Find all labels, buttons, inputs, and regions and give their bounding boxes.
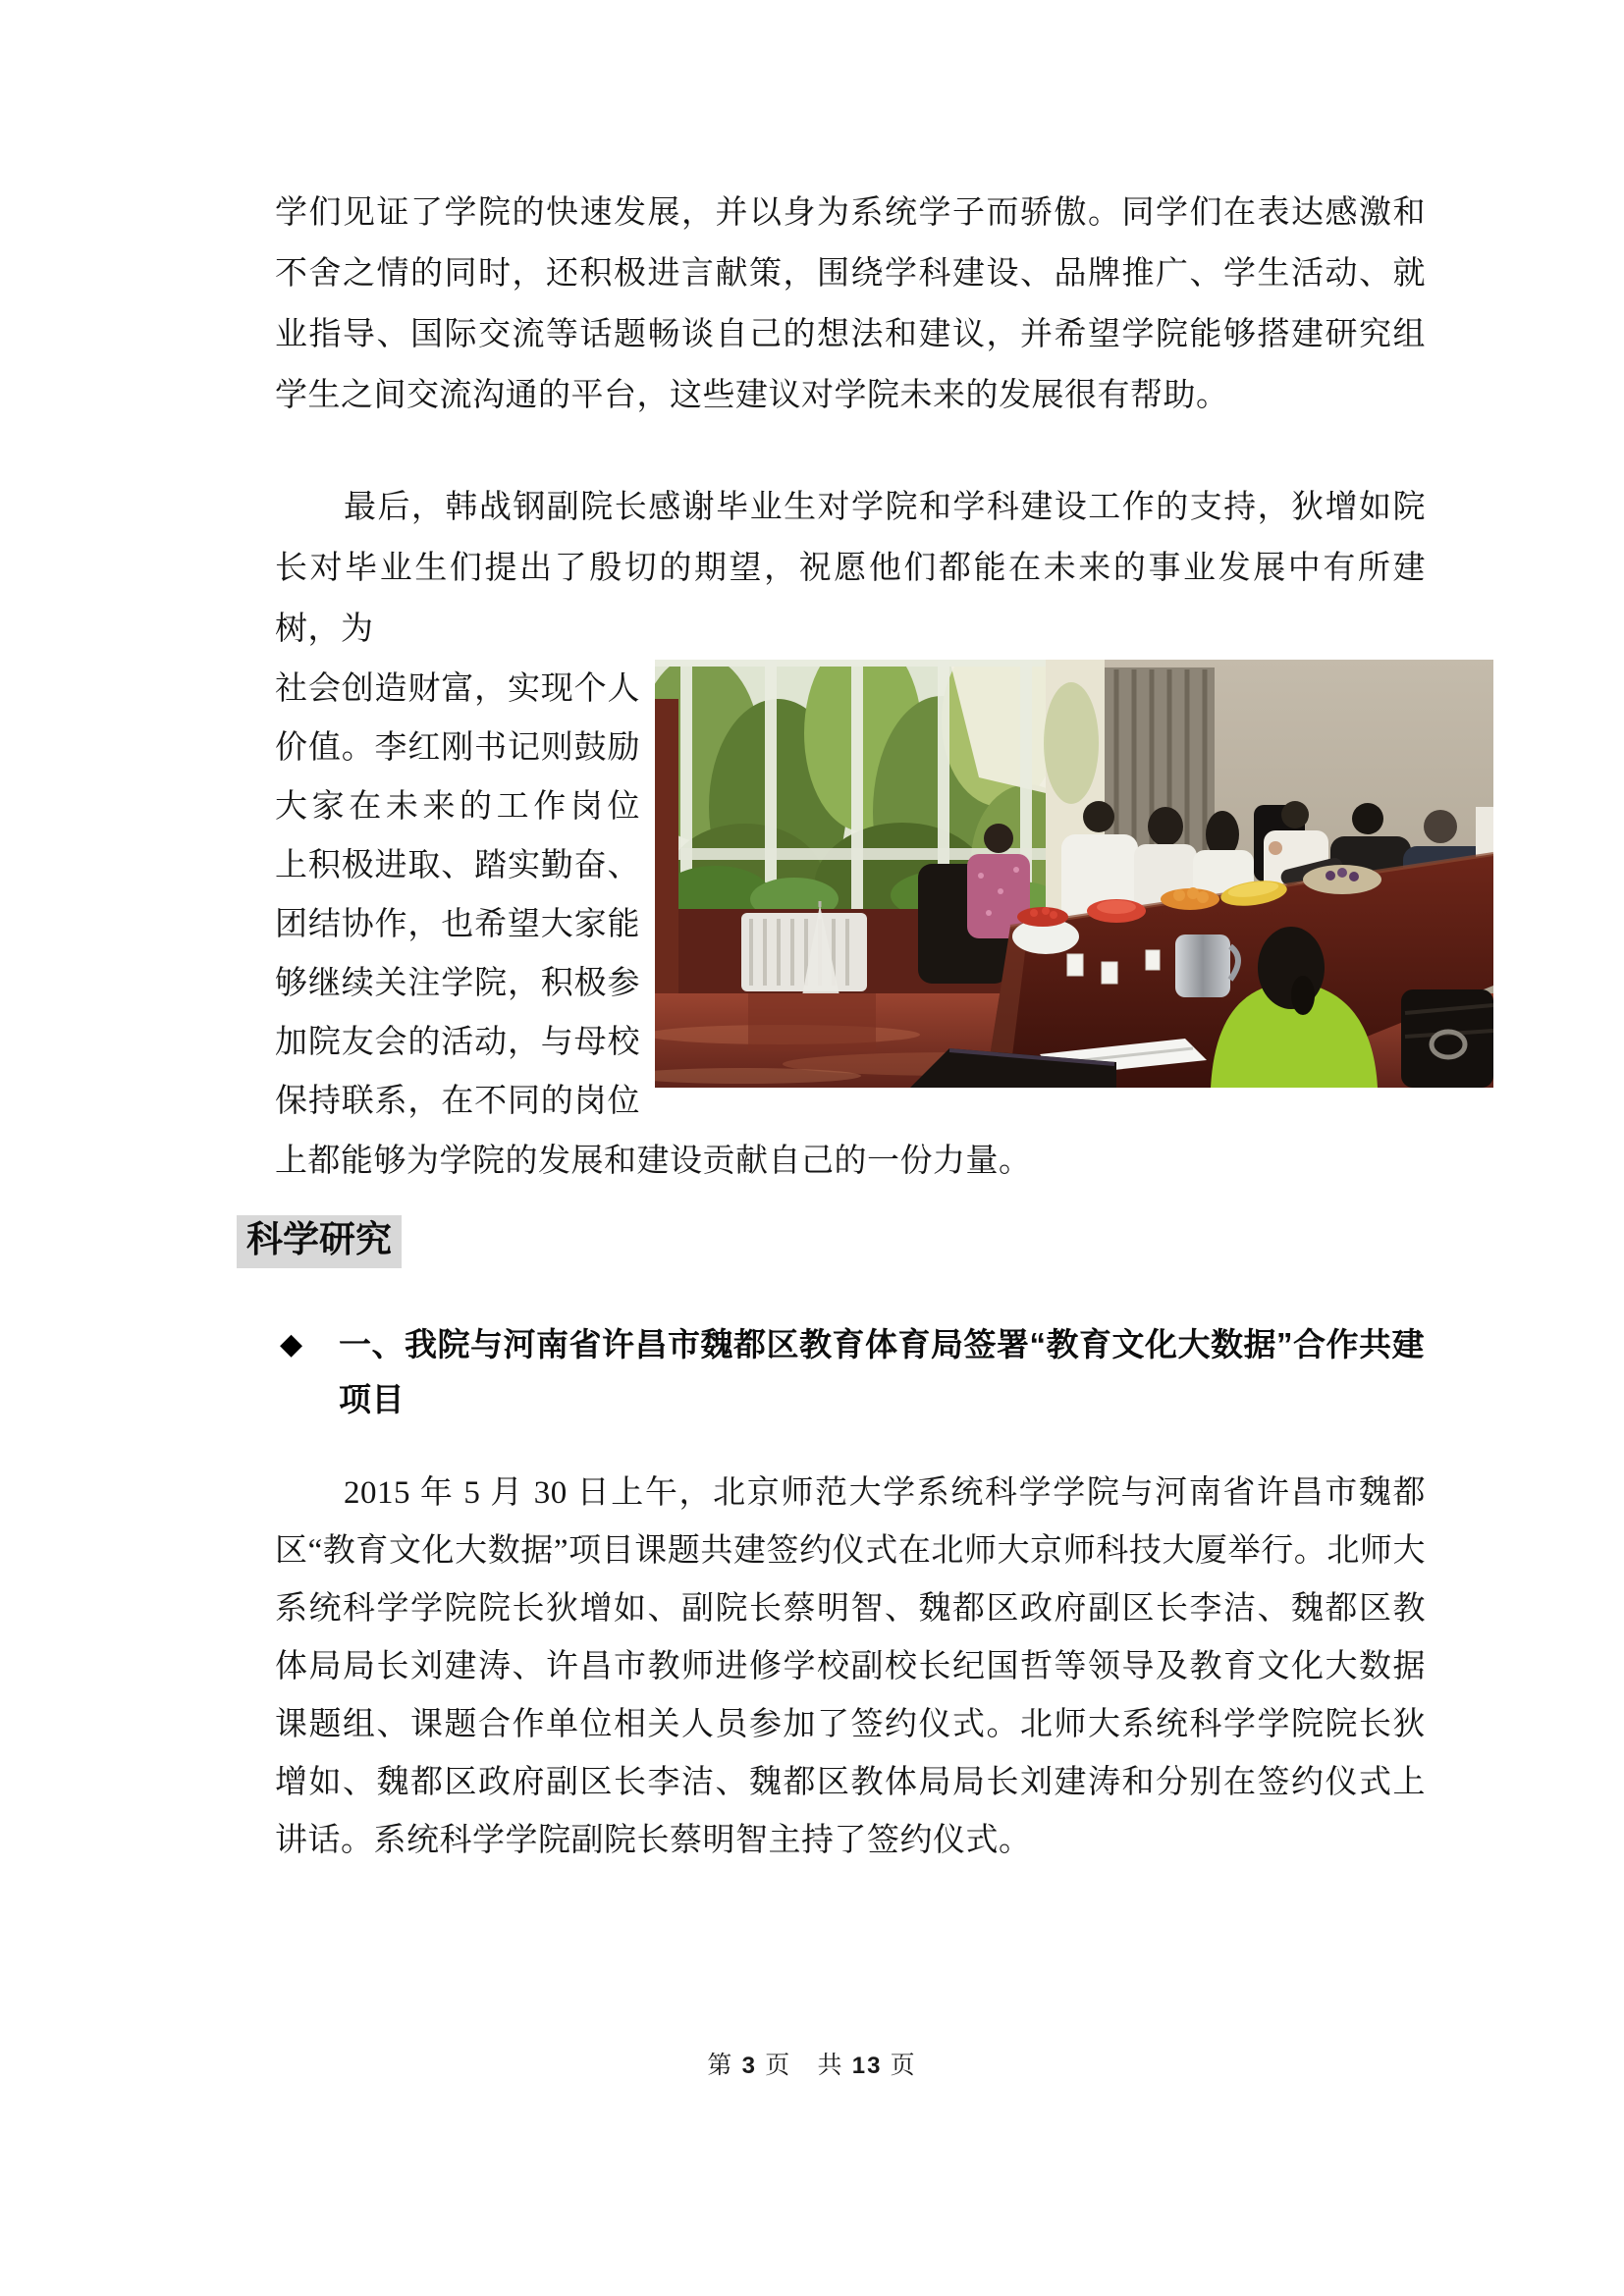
list-item-1-title-line1: 一、我院与河南省许昌市魏都区教育体育局签署“教育文化大数据”合作共建 xyxy=(339,1326,1425,1362)
footer-prefix: 第 xyxy=(707,2053,734,2079)
page-footer xyxy=(0,2046,1624,2081)
wrapped-line: 加院友会的活动，与母校 xyxy=(275,1025,640,1060)
wrapped-line: 大家在未来的工作岗位 xyxy=(275,789,640,825)
footer-total-pages: 13 xyxy=(851,2053,883,2079)
wrapped-line: 保持联系，在不同的岗位 xyxy=(275,1084,640,1119)
footer-unit2: 页 xyxy=(890,2053,917,2079)
list-item-1-title-line2: 项目 xyxy=(339,1381,405,1417)
paragraph-2-tail: 上都能够为学院的发展和建设贡献自己的一份力量。 xyxy=(275,1144,1032,1179)
paragraph-1: 学们见证了学院的快速发展，并以身为系统学子而骄傲。同学们在表达感激和不舍之情的同时，还积极进言献策，围绕学科建设、品牌推广、学生活动、就业指导、国际交流等话题畅谈自己的想法和建议，并希望学院能够搭建研究组学生之间交流沟通的平台，这些建议对学院未来的发展很有帮助。 xyxy=(275,195,1426,413)
list-item-1 xyxy=(275,1317,1426,1427)
paragraph-2-intro: 最后，韩战钢副院长感谢毕业生对学院和学科建设工作的支持，狄增如院长对毕业生们提出了殷切的期望，祝愿他们都能在未来的事业发展中有所建树，为 xyxy=(275,490,1426,647)
wrapped-line: 价值。李红刚书记则鼓励 xyxy=(275,730,640,766)
footer-unit1: 页 xyxy=(765,2053,792,2079)
wrapped-line: 团结协作，也希望大家能 xyxy=(275,907,640,942)
text-photo-wrap-row xyxy=(275,660,1493,1131)
footer-conj: 共 xyxy=(817,2053,844,2079)
meeting-room-photo xyxy=(655,660,1493,1088)
wrapped-line: 上积极进取、踏实勤奋、 xyxy=(275,848,640,883)
section-heading-research: 科学研究 xyxy=(237,1215,402,1268)
diamond-bullet-icon: ◆ xyxy=(280,1328,303,1361)
footer-page-number: 3 xyxy=(741,2053,757,2079)
paragraph-3: 2015 年 5 月 30 日上午，北京师范大学系统科学学院与河南省许昌市魏都区“教育文化大数据”项目课题共建签约仪式在北师大京师科技大厦举行。北师大系统科学学院院长狄增如、副院长蔡明智、魏都区政府副区长李洁、魏都区教体局局长刘建涛、许昌市教师进修学校副校长纪国哲等领导及教育文化大数据课题组、课题合作单位相关人员参加了签约仪式。北师大系统科学学院院长狄增如、魏都区政府副区长李洁、魏都区教体局局长刘建涛和分别在签约仪式上讲话。系统科学学院副院长蔡明智主持了签约仪式。 xyxy=(275,1475,1426,1858)
wrapped-line: 社会创造财富，实现个人 xyxy=(275,671,640,707)
wrapped-line: 够继续关注学院，积极参 xyxy=(275,966,640,1001)
list-item-1-title xyxy=(339,1317,1425,1427)
document-body xyxy=(246,183,1426,1870)
paragraph-2-wrapped-column xyxy=(275,660,640,1131)
